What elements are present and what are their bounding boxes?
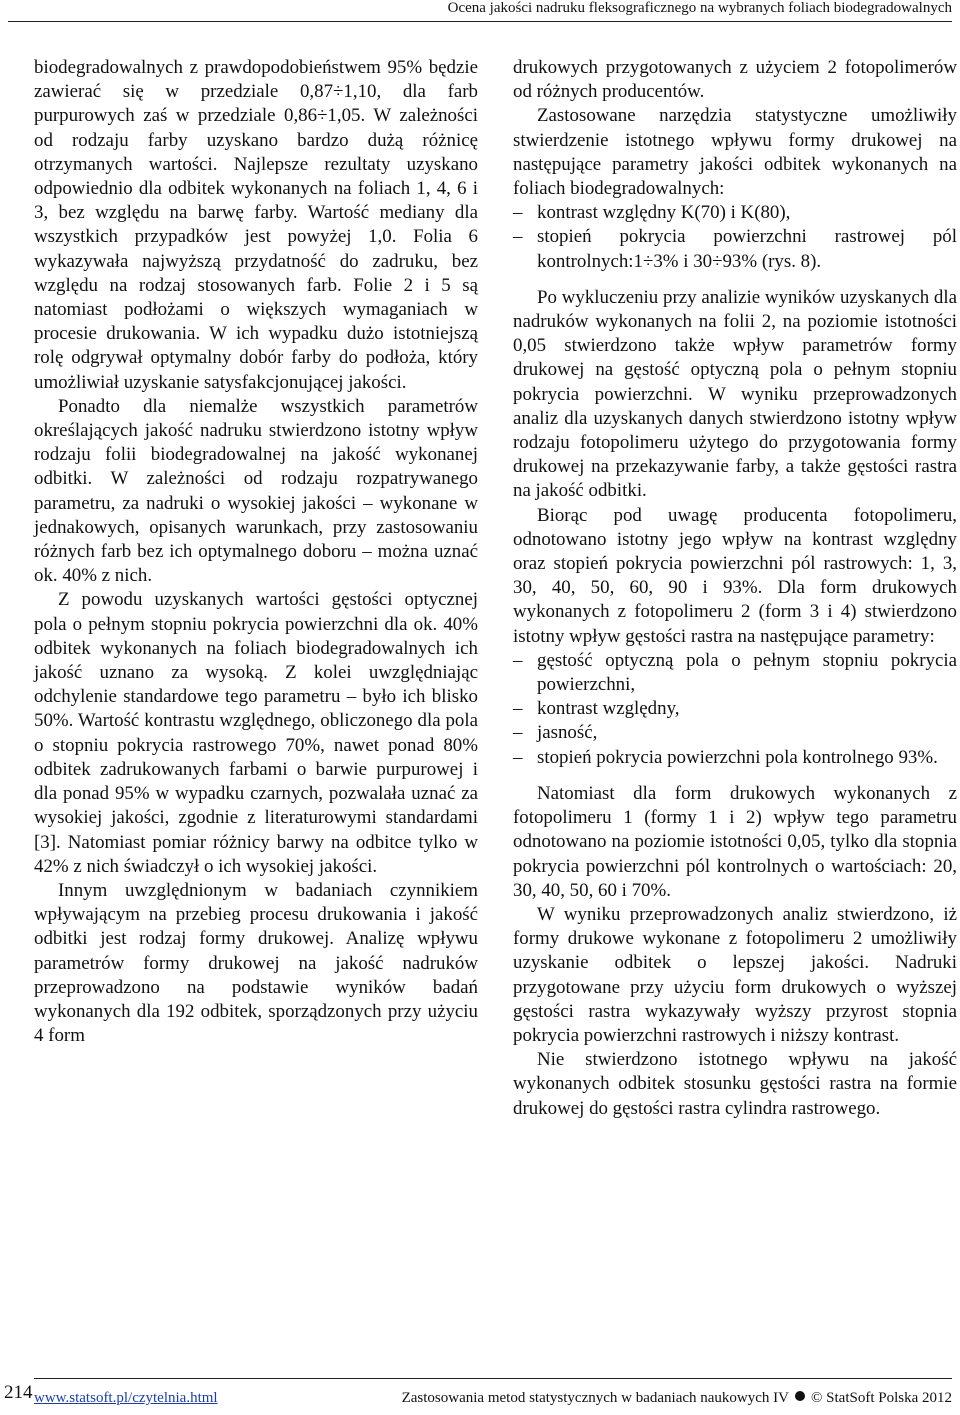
list-item: – kontrast względny, xyxy=(513,697,957,721)
paragraph: Ponadto dla niemalże wszystkich parametrów określających jakość nadruku stwierdzono istotny wpływ rodzaju folii biodegradowalnej na jakość wykonanej odbitki. W zależności od rodzaju rozpatrywanego parametru, za nadruki o wysokiej jakości – wykonane w jednakowych, opisanych warunkach, przy zastosowaniu różnych farb bez ich optymalnego doboru – można uznać ok. 40% z nich. xyxy=(34,395,478,587)
right-column xyxy=(513,56,957,1121)
paragraph: W wyniku przeprowadzonych analiz stwierdzono, iż formy drukowe wykonane z fotopolimeru 2 umożliwiły uzyskanie odbitek o lepszej jakości. Nadruki przygotowane przy użyciu form drukowych o wyższej gęstości rastra wykazywały wyższy przyrost stopnia pokrycia powierzchni rastrowych i niższy kontrast. xyxy=(513,903,957,1046)
list-item: – stopień pokrycia powierzchni pola kontrolnego 93%. xyxy=(513,746,957,770)
running-header xyxy=(8,0,952,22)
paragraph: Z powodu uzyskanych wartości gęstości optycznej pola o pełnym stopniu pokrycia powierzchni dla ok. 40% odbitek wykonanych na foliach biodegradowalnych ich jakość uznano za wysoką. Z kolei uwzględniając odchylenie standardowe tego parametru – było ich blisko 50%. Wartość kontrastu względnego, obliczonego dla pola o stopniu pokrycia rastrowego 70%, nawet ponad 80% odbitek zadrukowanych farbami o barwie purpurowej i dla ponad 95% w wypadku czarnych, pozwalała uznać za wysokiej jakości, zgodnie z literaturowymi standardami [3]. Natomiast pomiar różnicy barwy na odbitce tylko w 42% z nich świadczył o ich wysokiej jakości. xyxy=(34,589,478,877)
page-number: 214 xyxy=(4,1382,33,1403)
paragraph: Innym uwzględnionym w badaniach czynnikiem wpływającym na przebieg procesu drukowania i jakość odbitki jest rodzaj formy drukowej. Analizę wpływu parametrów formy drukowej na jakość nadruków przeprowadzono na podstawie wyników badań wykonanych dla 192 odbitek, sporządzonych przy użyciu 4 form xyxy=(34,879,478,1047)
list-item: – kontrast względny K(70) i K(80), xyxy=(513,201,957,225)
paragraph: Po wykluczeniu przy analizie wyników uzyskanych dla nadruków wykonanych na folii 2, na poziomie istotności 0,05 stwierdzono także wpływ parametrów formy drukowej na gęstość optyczną pola o pełnym stopniu pokrycia powierzchni. W wyniku przeprowadzonych analiz dla uzyskanych danych stwierdzono istotny wpływ rodzaju fotopolimeru użytego do przygotowania formy drukowej na przekazywanie farby, a także gęstości rastra na jakość odbitki. xyxy=(513,286,957,502)
footer-divider xyxy=(34,1378,952,1379)
copyright-notice: © StatSoft Polska 2012 xyxy=(811,1390,952,1406)
paragraph: biodegradowalnych z prawdopodobieństwem 95% będzie zawierać się w przedziale 0,87÷1,10, dla farb purpurowych zaś w przedziale 0,86÷1,05. W zależności od rodzaju farby uzyskano bardzo dużą różnicę otrzymanych wartości. Najlepsze rezultaty uzyskano odpowiednio dla odbitek wykonanych na foliach 1, 4, 6 i 3, bez względu na barwę farby. Wartość mediany dla wszystkich przypadków jest powyżej 1,0. Folia 6 wykazywała najwyższą przydatność do zadruku, bez względu na rodzaj stosowanych farb. Folie 2 i 5 są natomiast podłożami o większych wymaganiach w procesie drukowania. W ich wypadku dużo istotniejszą rolę odgrywał optymalny dobór farby do podłoża, który umożliwiał uzyskanie satysfakcjonującej jakości. xyxy=(34,57,478,393)
dash-list xyxy=(513,201,957,274)
bullet-icon xyxy=(795,1391,805,1401)
paragraph: Nie stwierdzono istotnego wpływu na jakość wykonanych odbitek stosunku gęstości rastra na formie drukowej do gęstości rastra cylindra rastrowego. xyxy=(513,1049,957,1119)
list-item: – stopień pokrycia powierzchni rastrowej pól kontrolnych:1÷3% i 30÷93% (rys. 8). xyxy=(513,225,957,273)
list-item: – jasność, xyxy=(513,721,957,745)
list-item: – gęstość optyczną pola o pełnym stopniu pokrycia powierzchni, xyxy=(513,649,957,697)
paragraph: Zastosowane narzędzia statystyczne umożliwiły stwierdzenie istotnego wpływu formy drukowej na następujące parametry jakości odbitek wykonanych na foliach biodegradowalnych: xyxy=(513,105,957,200)
paragraph: Natomiast dla form drukowych wykonanych z fotopolimeru 1 (formy 1 i 2) wpływ tego parametru odnotowano na poziomie istotności 0,05, tylko dla stopnia pokrycia powierzchni pól kontrolnych o wartościach: 20, 30, 40, 50, 60 i 70%. xyxy=(513,782,957,901)
left-column xyxy=(34,56,478,1048)
running-title: Ocena jakości nadruku fleksograficznego na wybranych foliach biodegradowalnych xyxy=(447,0,952,16)
footer-link[interactable]: www.statsoft.pl/czytelnia.html xyxy=(34,1390,218,1406)
footer-publication-info xyxy=(402,1390,952,1407)
page-footer xyxy=(0,1378,960,1415)
dash-list xyxy=(513,649,957,770)
paragraph: Biorąc pod uwagę producenta fotopolimeru, odnotowano istotny jego wpływ na kontrast względny oraz stopień pokrycia powierzchni pól rastrowych: 1, 3, 30, 40, 50, 60, 90 i 93%. Dla form drukowych wykonanych z fotopolimeru 2 (form 3 i 4) stwierdzono istotny wpływ gęstości rastra na następujące parametry: xyxy=(513,504,957,647)
publication-title: Zastosowania metod statystycznych w badaniach naukowych IV xyxy=(401,1390,789,1406)
paragraph: drukowych przygotowanych z użyciem 2 fotopolimerów od różnych producentów. xyxy=(513,57,957,103)
